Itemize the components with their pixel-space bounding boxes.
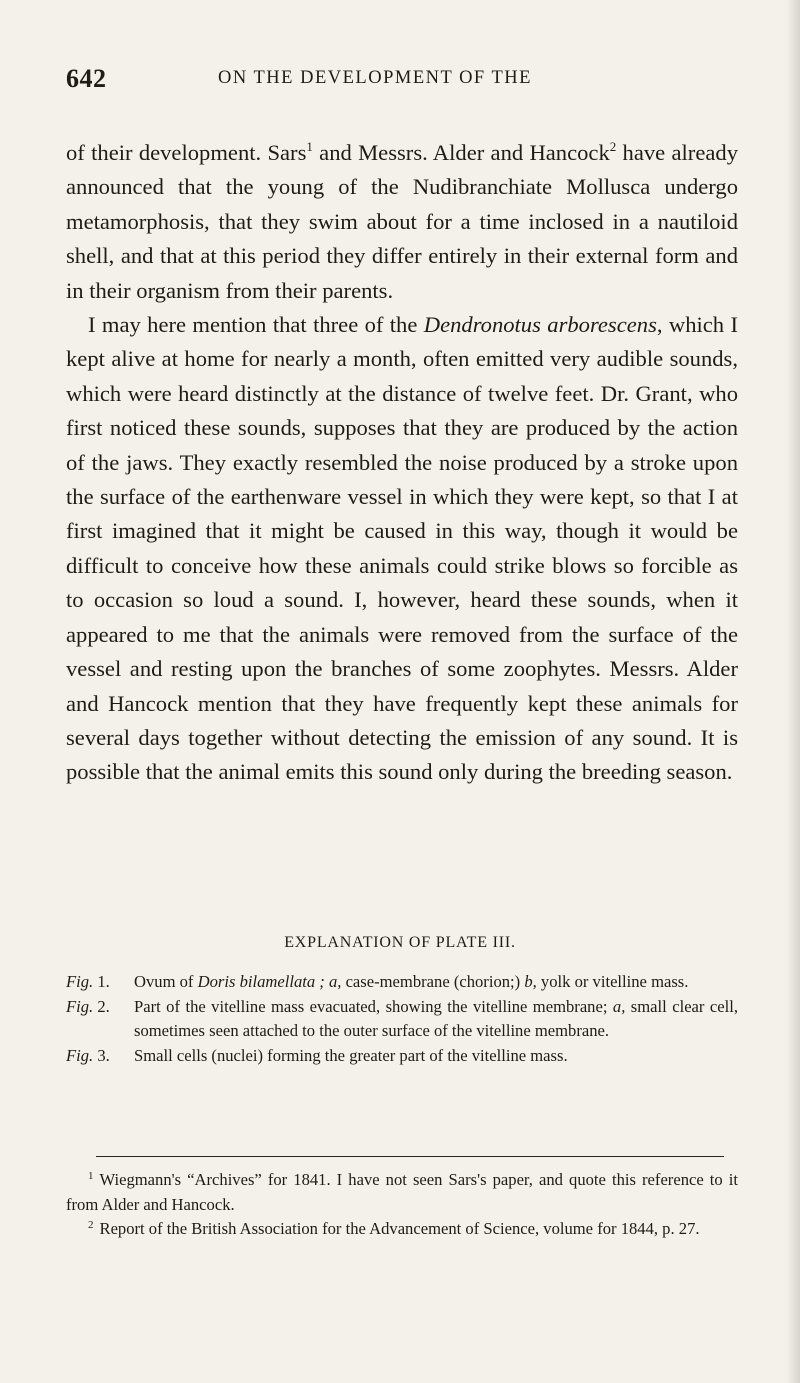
figure-label [66,995,110,1020]
p1-text-start: of their development. Sars [66,140,307,165]
figure-label [66,970,110,995]
footnote-text: Wiegmann's “Archives” for 1841. I have not seen Sars's paper, and quote this reference to it from Alder and Hancock. [66,1170,738,1214]
footnotes [66,1168,738,1242]
footnote-mark: 1 [88,1170,94,1182]
species-name: Dendronotus arborescens [423,312,657,338]
footnote-rule [96,1156,724,1157]
footnote-text: Report of the British Association for the Advancement of Science, volume for 1844, p. 27. [99,1219,700,1238]
figure-text-part: Part of the vitelline mass evacuated, showing the vitelline membrane; [134,996,613,1016]
figure-label-text: Fig. [66,996,94,1016]
plate-heading: EXPLANATION OF PLATE III. [284,934,516,951]
figure-label [66,1044,110,1069]
figure-text-part: yolk or vitelline mass. [536,972,689,991]
page-edge-shadow [786,0,800,1383]
figure-entry-3 [66,1044,738,1069]
figure-text-part: Ovum of [134,972,198,991]
p1-text-end: have already announced that the young of the Nudibranchiate Mollusca undergo metamorphosis, that they swim about for a time inclosed in a nautiloid shell, and that at this period they differ entirely in their external form and in their organism from their parents. [66,140,738,303]
page-number: 642 [66,64,107,93]
p2-text-end: , which I kept alive at home for nearly a month, often emitted very audible sounds, which were heard distinctly at the distance of twelve feet. Dr. Grant, who first noticed these sounds, supposes that they are produced by the action of the jaws. They exactly resembled the noise produced by a stroke upon the surface of the earthenware vessel in which they were kept, so that I at first imagined that it might be caused in this way, though it would be difficult to conceive how these animals could strike blows so forcible as to occasion so loud a sound. I, however, heard these sounds, when it appeared to me that the animals were removed from the surface of the vessel and resting upon the branches of some zoophytes. Messrs. Alder and Hancock mention that they have frequently kept these animals for several days together without detecting the emission of any sound. It is possible that the animal emits this sound only during the breeding season. [66,312,738,785]
figure-explanations [66,970,738,1068]
p2-text-start: I may here mention that three of the [88,312,424,338]
running-head [66,64,736,104]
footnote-2 [66,1217,738,1242]
footnote-mark: 2 [88,1219,94,1231]
paragraph-2 [66,308,738,790]
figure-number: 1. [93,972,110,991]
footnote-ref-1: 1 [306,139,313,154]
figure-number: 2. [93,996,110,1016]
paragraph-1 [66,136,738,308]
figure-entry-1 [66,970,738,995]
footnote-ref-2: 2 [609,139,617,154]
figure-text-part: a, [612,996,626,1016]
p1-text-mid: and Messrs. Alder and Hancock [312,140,610,165]
figure-text-part: b, [524,972,537,991]
figure-label-text: Fig. [66,1045,94,1065]
figure-text-part: case-membrane (chorion;) [341,972,525,991]
footnote-1 [66,1168,738,1217]
figure-entry-2 [66,995,738,1044]
figure-number: 3. [93,1045,110,1065]
figure-text-part: Small cells (nuclei) forming the greater part of the vitelline mass. [134,1045,568,1065]
figure-text-part: small clear cell, sometimes seen attached to the outer surface of the vitelline membrane. [134,996,738,1040]
figure-text-part: Doris bilamellata ; a, [197,972,342,991]
running-title: ON THE DEVELOPMENT OF THE [218,68,532,88]
body-text [66,136,738,790]
figure-label-text: Fig. [66,972,94,991]
